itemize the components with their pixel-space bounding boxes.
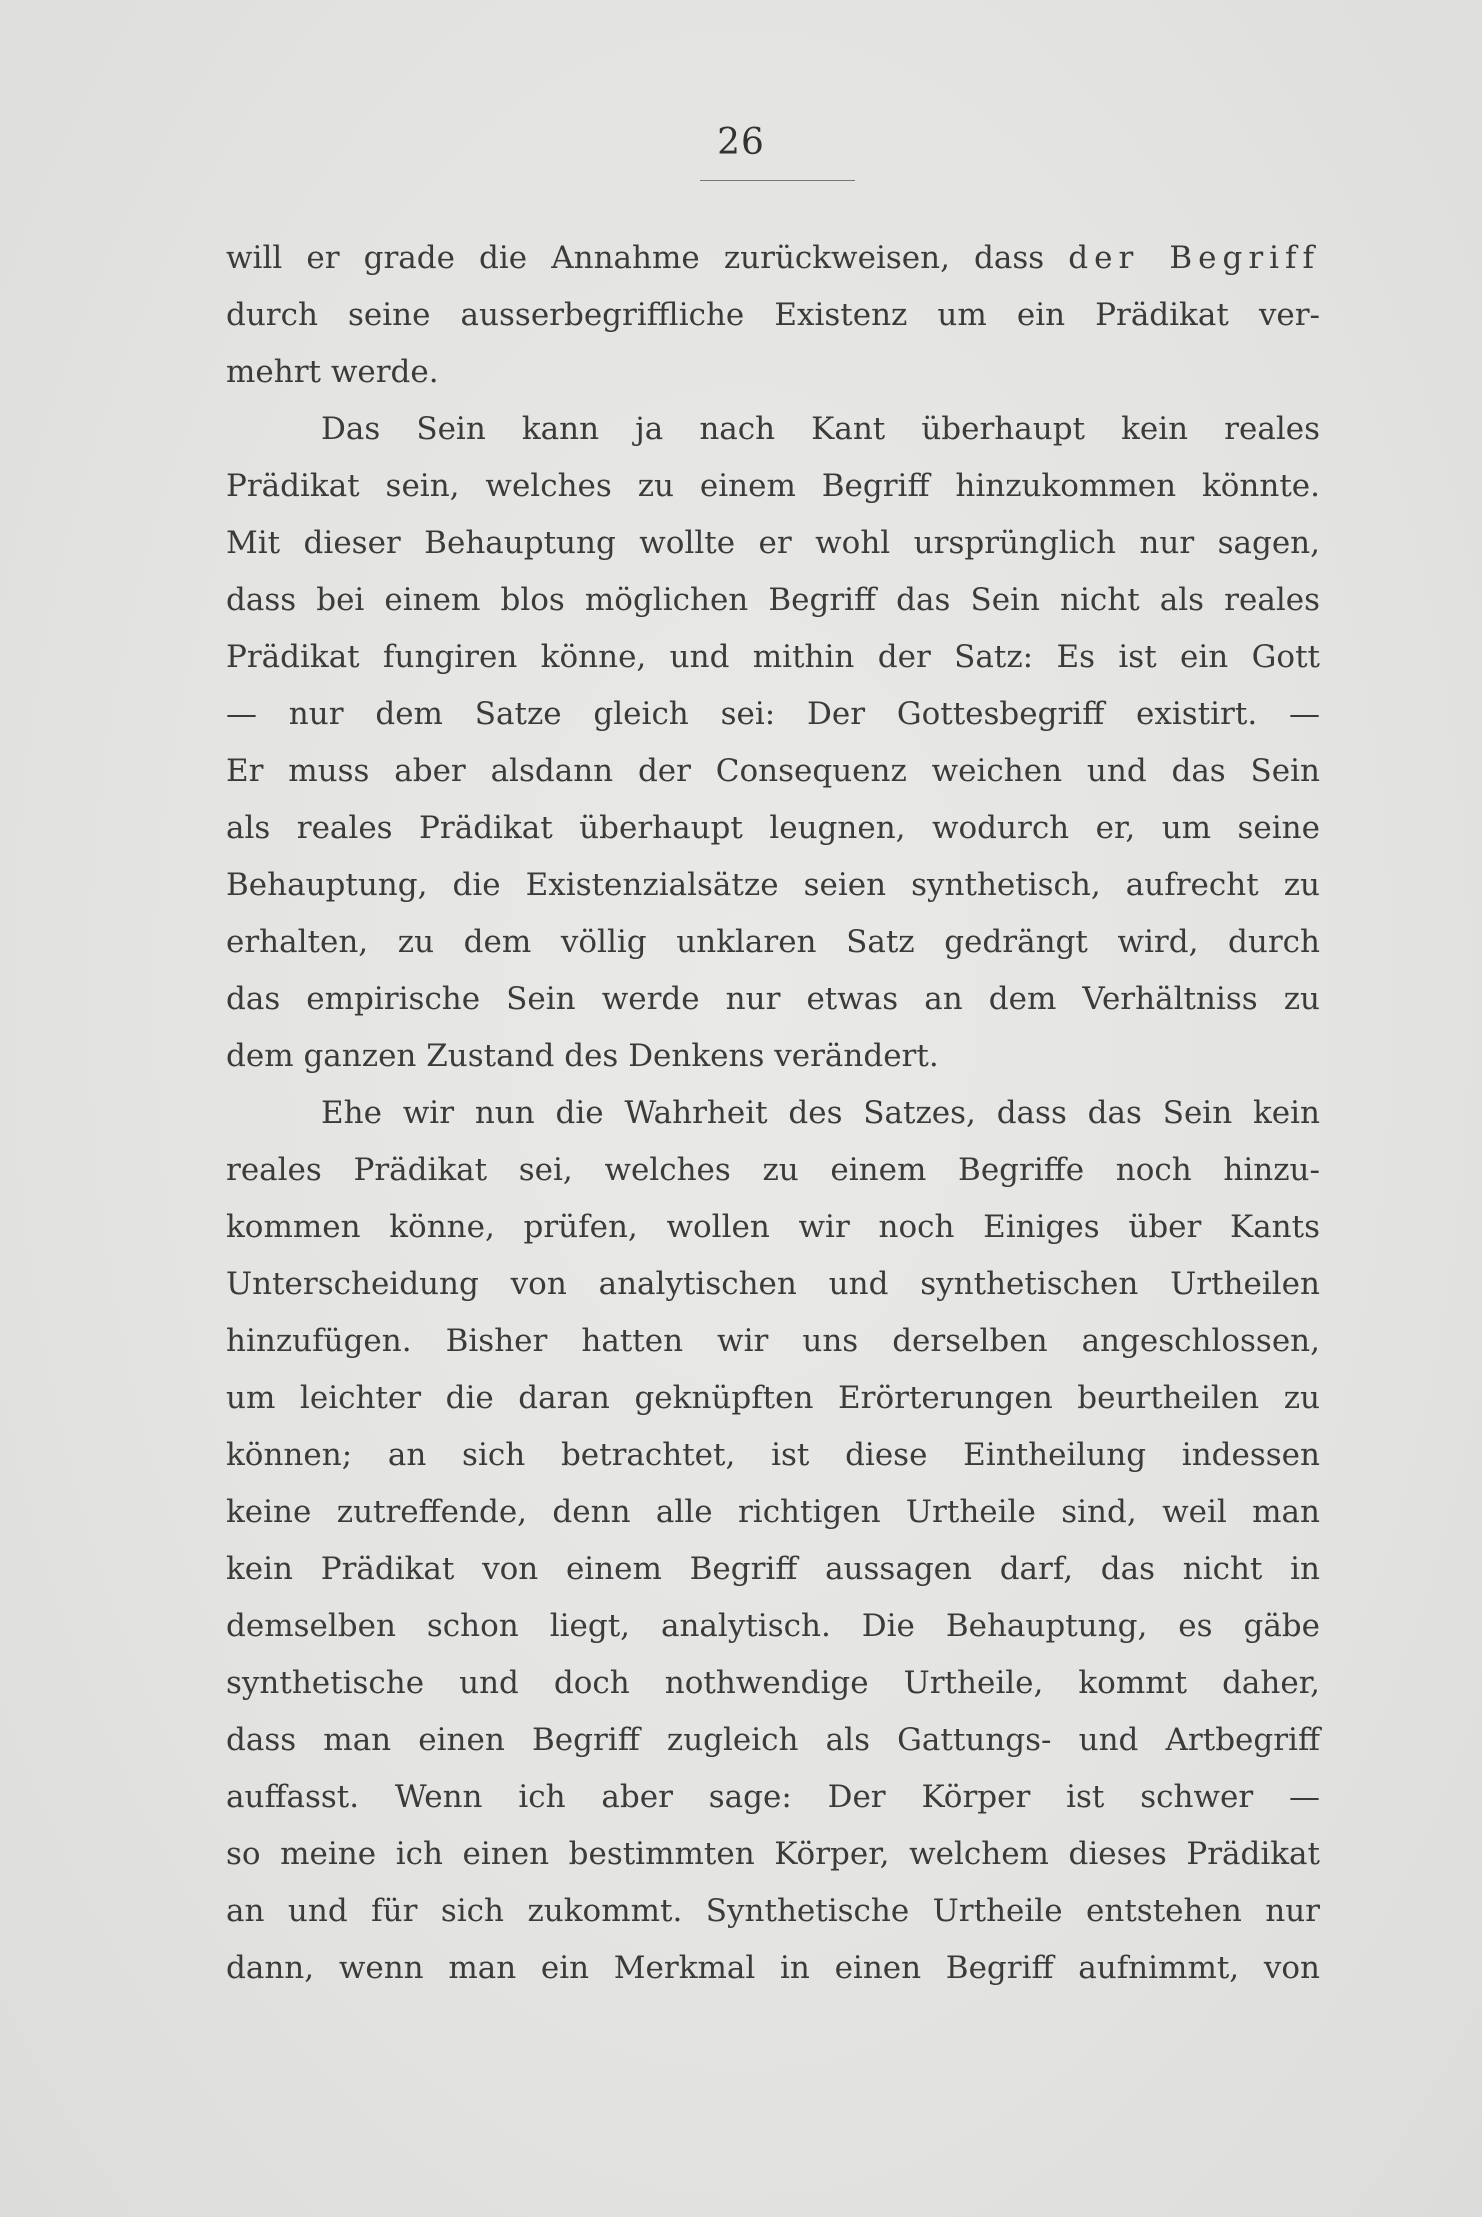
text-line: dass man einen Begriff zugleich als Gattungs- und Artbegriff [226, 1722, 1320, 1758]
text-line: Prädikat sein, welches zu einem Begriff hinzukommen könnte. [226, 468, 1320, 504]
text-line: synthetische und doch nothwendige Urtheile, kommt daher, [226, 1665, 1320, 1701]
text-line [226, 230, 1320, 287]
text-line: können; an sich betrachtet, ist diese Eintheilung indessen [226, 1437, 1320, 1473]
text-line: Das Sein kann ja nach Kant überhaupt kein reales [321, 411, 1320, 447]
page-number: 26 [717, 122, 765, 163]
text-line: durch seine ausserbegriffliche Existenz um ein Prädikat ver- [226, 297, 1320, 333]
text-line: auffasst. Wenn ich aber sage: Der Körper ist schwer — [226, 1779, 1320, 1815]
text-line: Prädikat fungiren könne, und mithin der Satz: Es ist ein Gott [226, 639, 1320, 675]
text-line: Er muss aber alsdann der Consequenz weichen und das Sein [226, 753, 1320, 789]
text-line: um leichter die daran geknüpften Erörterungen beurtheilen zu [226, 1380, 1320, 1416]
text-line: erhalten, zu dem völlig unklaren Satz gedrängt wird, durch [226, 924, 1320, 960]
text-line: als reales Prädikat überhaupt leugnen, wodurch er, um seine [226, 810, 1320, 846]
header-rule [700, 180, 855, 181]
text-line: kein Prädikat von einem Begriff aussagen darf, das nicht in [226, 1551, 1320, 1587]
text-line: dem ganzen Zustand des Denkens verändert. [226, 1038, 939, 1074]
text-line: so meine ich einen bestimmten Körper, welchem dieses Prädikat [226, 1836, 1320, 1872]
text-line: Ehe wir nun die Wahrheit des Satzes, dass das Sein kein [321, 1095, 1320, 1131]
text-line: keine zutreffende, denn alle richtigen Urtheile sind, weil man [226, 1494, 1320, 1530]
text-line: mehrt werde. [226, 354, 439, 390]
text-line: reales Prädikat sei, welches zu einem Begriffe noch hinzu- [226, 1152, 1320, 1188]
text-line: Unterscheidung von analytischen und synthetischen Urtheilen [226, 1266, 1320, 1302]
text-line: dass bei einem blos möglichen Begriff das Sein nicht als reales [226, 582, 1320, 618]
text-line: demselben schon liegt, analytisch. Die Behauptung, es gäbe [226, 1608, 1320, 1644]
text-line: — nur dem Satze gleich sei: Der Gottesbegriff existirt. — [226, 696, 1320, 732]
text-line: an und für sich zukommt. Synthetische Urtheile entstehen nur [226, 1893, 1320, 1929]
text-line: dann, wenn man ein Merkmal in einen Begriff aufnimmt, von [226, 1950, 1320, 1986]
text-segment: will er grade die Annahme zurückweisen, dass [226, 240, 1069, 276]
text-line: Behauptung, die Existenzialsätze seien synthetisch, aufrecht zu [226, 867, 1320, 903]
body-text [226, 230, 1320, 1997]
text-line: Mit dieser Behauptung wollte er wohl ursprünglich nur sagen, [226, 525, 1320, 561]
emphasized-term: der Begriff [1068, 240, 1320, 276]
text-line: das empirische Sein werde nur etwas an dem Verhältniss zu [226, 981, 1320, 1017]
text-line: hinzufügen. Bisher hatten wir uns derselben angeschlossen, [226, 1323, 1320, 1359]
text-line: kommen könne, prüfen, wollen wir noch Einiges über Kants [226, 1209, 1320, 1245]
